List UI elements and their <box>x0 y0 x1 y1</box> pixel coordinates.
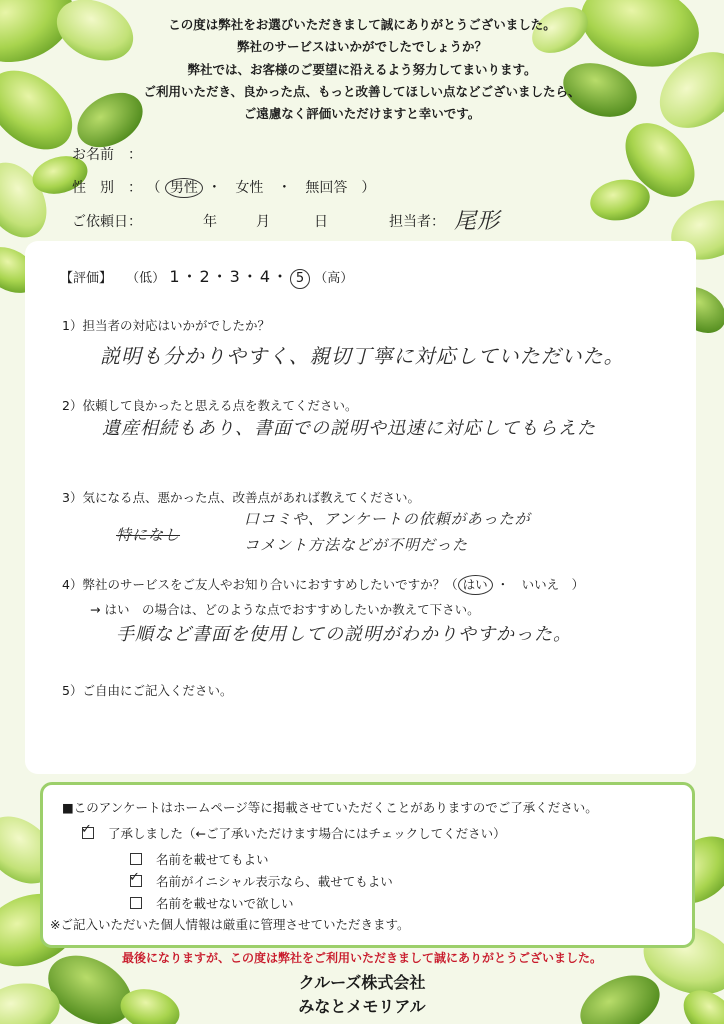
option-label: 名前を載せないで欲しい <box>155 896 294 911</box>
question-4-sub: → はい の場合は、どのような点でおすすめしたいか教えて下さい。 <box>90 602 480 617</box>
question-2: 2）依頼して良かったと思える点を教えてください。 <box>62 398 358 413</box>
closing-message: 最後になりますが、この度は弊社をご利用いただきまして誠にありがとうございました。 <box>121 951 602 965</box>
answer-3-line1-handwritten: 口コミや、アンケートの依頼があったが <box>244 510 531 528</box>
question-4-options: ・ いいえ ） <box>496 577 585 592</box>
intro-line: 弊社では、お客様のご要望に沿えるよう努力してまいります。 <box>187 61 537 77</box>
date-year: 年 <box>203 214 217 230</box>
rating-high-label: （高） <box>314 271 354 286</box>
rating-low-label: （低） <box>126 271 166 286</box>
intro-line: ご利用いただき、良かった点、もっと改善してほしい点などございましたら、 <box>143 83 581 99</box>
date-label: ご依頼日： <box>72 214 142 230</box>
option-checkbox-initials-ok[interactable] <box>129 870 142 887</box>
name-label: お名前 ： <box>72 147 142 163</box>
intro-line: この度は弊社をお選びいただきまして誠にありがとうございました。 <box>168 17 556 32</box>
option-row <box>130 872 393 890</box>
gender-row <box>72 177 375 198</box>
check-mark-icon: ✓ <box>81 822 92 837</box>
check-mark-icon: ✓ <box>129 870 140 885</box>
intro-line: ご遠慮なく評価いただけますと幸いです。 <box>243 106 481 122</box>
rating-row <box>60 264 353 289</box>
date-month: 月 <box>256 214 270 230</box>
company-name: クルーズ株式会社 <box>298 973 426 992</box>
consent-label: 了承しました（←ご了承いただけます場合にはチェックしてください） <box>107 826 506 841</box>
option-checkbox-name-ok[interactable] <box>130 853 142 865</box>
gender-label: 性 別 ： <box>72 180 142 196</box>
rating-scale: 1・2・3・4・ <box>169 267 291 286</box>
answer-1-handwritten: 説明も分かりやすく、親切丁寧に対応していただいた。 <box>100 344 625 368</box>
consent-checkbox[interactable] <box>81 822 94 839</box>
option-label: 名前がイニシャル表示なら、載せてもよい <box>155 874 393 889</box>
brand-name: みなとメモリアル <box>298 997 426 1016</box>
question-3: 3）気になる点、悪かった点、改善点があれば教えてください。 <box>62 490 420 505</box>
rating-label: 【評価】 <box>60 271 113 286</box>
gender-open-paren: （ <box>146 180 161 196</box>
intro-message <box>90 14 634 125</box>
privacy-note: ※ご記入いただいた個人情報は厳重に管理させていただきます。 <box>50 917 410 932</box>
answer-yes-circled: はい <box>458 575 493 595</box>
answer-2-handwritten: 遺産相続もあり、書面での説明や迅速に対応してもらえた <box>102 418 596 439</box>
question-5: 5）ご自由にご記入ください。 <box>62 683 233 698</box>
option-label: 名前を載せてもよい <box>155 852 269 867</box>
answer-3-line2-handwritten: コメント方法などが不明だった <box>244 536 469 554</box>
staff-name-handwritten: 尾形 <box>454 209 501 234</box>
consent-row <box>82 824 506 842</box>
rating-selected-circled: 5 <box>290 269 310 289</box>
option-checkbox-no-name[interactable] <box>130 897 142 909</box>
gender-other-options: ・ 女性 ・ 無回答 ） <box>207 180 376 196</box>
answer-4-handwritten: 手順など書面を使用しての説明がわかりやすかった。 <box>116 624 572 645</box>
answer-3-struck-text: 特になし <box>116 526 181 544</box>
date-day: 日 <box>314 214 328 230</box>
gender-male-circled: 男性 <box>165 178 203 198</box>
option-row <box>130 894 294 912</box>
question-4-text: 4）弊社のサービスをご友人やお知り合いにおすすめしたいですか？（ <box>62 577 458 592</box>
question-1: 1）担当者の対応はいかがでしたか？ <box>62 318 270 333</box>
intro-line: 弊社のサービスはいかがでしたでしょうか？ <box>236 39 487 55</box>
staff-label: 担当者： <box>389 214 445 230</box>
publication-notice: ■このアンケートはホームページ等に掲載させていただくことがありますのでご了承ください。 <box>62 800 598 815</box>
question-4 <box>62 575 584 595</box>
option-row <box>130 850 269 868</box>
